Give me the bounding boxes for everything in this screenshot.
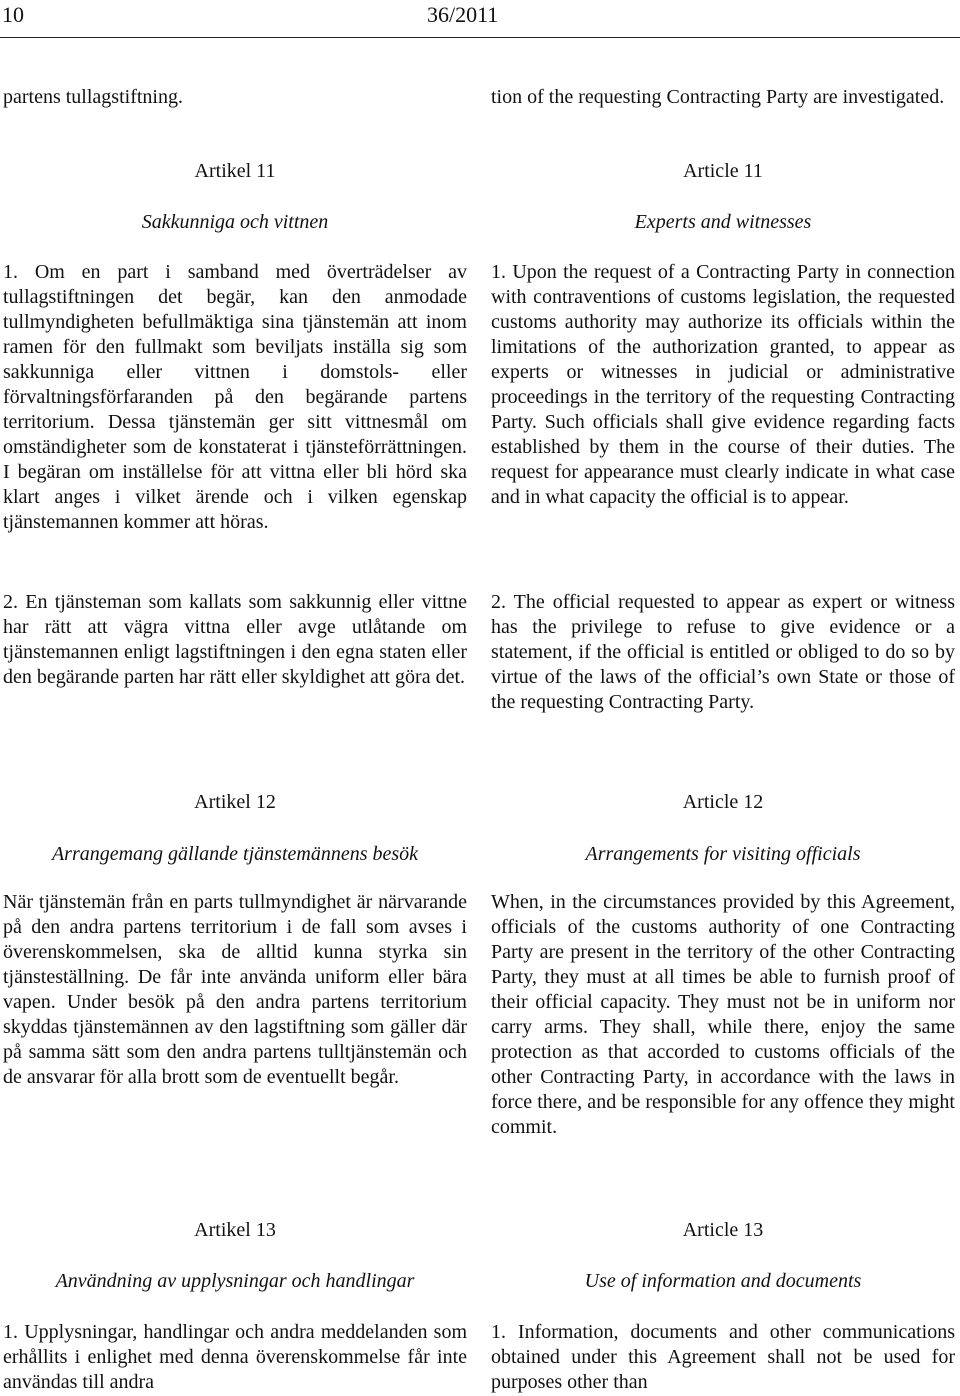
english-article-11-heading: Article 11 (683, 160, 763, 182)
swedish-continuation: partens tullagstiftning. (3, 86, 183, 108)
swedish-article-13-paragraph-1: 1. Upplysningar, handlingar och andra meddelanden som erhållits i enlighet med denna överenskommelse får inte användas till andra (3, 1321, 467, 1393)
swedish-article-12-heading: Artikel 12 (194, 791, 276, 813)
swedish-article-13-title: Användning av upplysningar och handlingar (55, 1270, 415, 1292)
english-article-11-title: Experts and witnesses (634, 211, 812, 233)
swedish-article-11-title: Sakkunniga och vittnen (141, 211, 329, 233)
english-article-12-heading: Article 12 (682, 791, 764, 813)
english-article-12-paragraph-1: When, in the circumstances provided by this Agreement, officials of the customs authority of one Contracting Party are present in the territory of the other Contracting Party, they must at all times be able to furnish proof of their official capacity. They must not be in uniform nor carry arms. They shall, while there, enjoy the same protection as that accorded to customs officials of the other Contracting Party, in accordance with the laws in force there, and be responsible for any offence they might commit. (491, 891, 955, 1138)
page-number: 10 (2, 2, 24, 27)
swedish-article-12-title: Arrangemang gällande tjänstemännens besök (51, 843, 419, 865)
issue-number: 36/2011 (427, 2, 499, 27)
english-article-12-title: Arrangements for visiting officials (585, 843, 861, 865)
english-article-13-heading: Article 13 (682, 1219, 764, 1241)
swedish-article-13-heading: Artikel 13 (194, 1219, 276, 1241)
english-continuation: tion of the requesting Contracting Party are investigated. (491, 86, 945, 108)
swedish-article-12-paragraph-1: När tjänstemän från en parts tullmyndighet är närvarande på den andra partens territorium i de fall som avses i överenskommelsen, ska de alltid kunna styrka sin tjänsteställning. De får inte använda uniform eller bära vapen. Under besök på den andra partens territorium skyddas tjänstemännen av den lagstiftning som gäller där på samma sätt som den andra partens tulltjänstemän och de ansvarar för alla brott som de eventuellt begår. (3, 891, 467, 1088)
english-article-13-paragraph-1: 1. Information, documents and other communications obtained under this Agreement shall not be used for purposes other than (491, 1321, 955, 1393)
english-article-13-title: Use of information and documents (584, 1270, 862, 1292)
swedish-article-11-paragraph-2: 2. En tjänsteman som kallats som sakkunnig eller vittne har rätt att vägra vittna eller avge utlåtande om tjänstemannen enligt lagstiftningen i den egna staten eller den begärande parten har rätt eller skyldighet att göra det. (3, 591, 467, 688)
swedish-article-11-paragraph-1: 1. Om en part i samband med överträdelser av tullagstiftningen det begär, kan den anmodade tullmyndigheten befullmäktiga sina tjänstemän att inom ramen för den fullmakt som beviljats inställa sig som sakkunniga eller vittnen i domstols- eller förvaltningsförfaranden på den begärande partens territorium. Dessa tjänstemän ger sitt vittnesmål om omständigheter som de konstaterat i tjänsteförrättningen. I begäran om inställelse för att vittna eller bli hörd ska klart anges i vilket ärende och i vilken egenskap tjänstemannen kommer att höras. (3, 261, 467, 533)
english-article-11-paragraph-1: 1. Upon the request of a Contracting Party in connection with contraventions of customs legislation, the requested customs authority may authorize its officials within the limitations of the authorization granted, to appear as experts or witnesses in judicial or administrative proceedings in the territory of the requesting Contracting Party. Such officials shall give evidence regarding facts established by them in the course of their duties. The request for appearance must clearly indicate in what case and in what capacity the official is to appear. (491, 261, 955, 508)
english-article-11-paragraph-2: 2. The official requested to appear as expert or witness has the privilege to refuse to give evidence or a statement, if the official is entitled or obliged to do so by virtue of the laws of the official’s own State or those of the requesting Contracting Party. (491, 591, 955, 713)
header-rule (0, 37, 960, 38)
swedish-article-11-heading: Artikel 11 (194, 160, 276, 182)
